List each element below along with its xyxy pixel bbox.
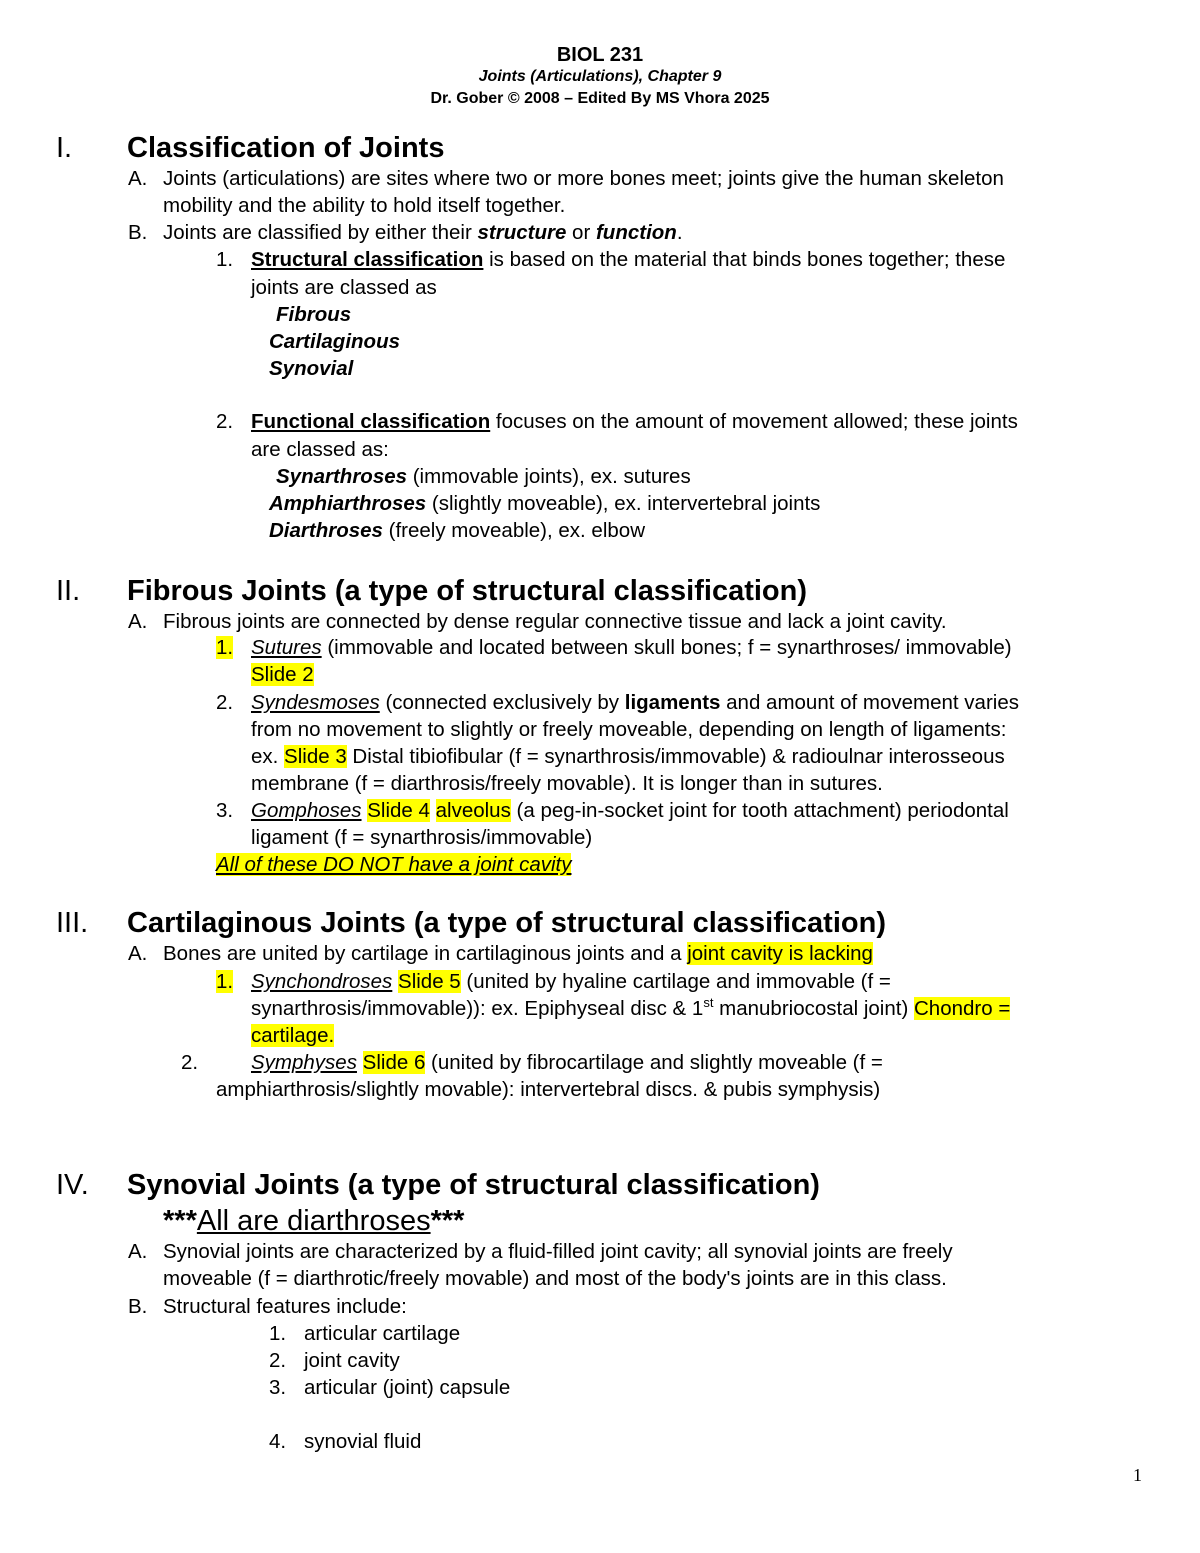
section-4-title: Synovial Joints (a type of structural classification) [127, 1169, 820, 1201]
s1-n2-line1: Functional classification focuses on the amount of movement allowed; these joints [251, 410, 1018, 433]
term-amphiarthroses: Amphiarthroses (slightly moveable), ex. intervertebral joints [269, 492, 821, 515]
s2-a-label: A. [128, 610, 148, 633]
s3-n2-line1: Symphyses Slide 6 (united by fibrocartilage and slightly moveable (f = [251, 1051, 883, 1074]
feature-3-text: articular (joint) capsule [304, 1376, 511, 1399]
term-synovial: Synovial [269, 357, 354, 380]
s3-a-label: A. [128, 942, 148, 965]
feature-4-number: 4. [269, 1430, 287, 1453]
s2-n2-line4: membrane (f = diarthrosis/freely movable). It is longer than in sutures. [251, 772, 883, 795]
page-number: 1 [1133, 1465, 1142, 1485]
feature-3-number: 3. [269, 1376, 287, 1399]
s4-b-line: Structural features include: [163, 1295, 407, 1318]
s2-note: All of these DO NOT have a joint cavity [216, 853, 572, 876]
s1-n1-line2: joints are classed as [251, 276, 437, 299]
s2-n1-slide: Slide 2 [251, 663, 314, 686]
term-synarthroses: Synarthroses (immovable joints), ex. sutures [276, 465, 691, 488]
s3-n2-line2: amphiarthrosis/slightly movable): intervertebral discs. & pubis symphysis) [216, 1078, 881, 1101]
s2-n2-label: 2. [216, 691, 234, 714]
feature-2-number: 2. [269, 1349, 287, 1372]
s1-a-line2: mobility and the ability to hold itself together. [163, 194, 566, 217]
section-2-title: Fibrous Joints (a type of structural classification) [127, 575, 808, 607]
s3-n1-line1: Synchondroses Slide 5 (united by hyaline cartilage and immovable (f = [251, 970, 891, 993]
s4-b-label: B. [128, 1295, 148, 1318]
section-1-number: I. [56, 132, 73, 164]
s2-n1-line1: Sutures (immovable and located between skull bones; f = synarthroses/ immovable) [251, 636, 1012, 659]
s3-a-line: Bones are united by cartilage in cartilaginous joints and a joint cavity is lacking [163, 942, 873, 965]
s4-a-label: A. [128, 1240, 148, 1263]
s3-n1-line2: synarthrosis/immovable)): ex. Epiphyseal disc & 1st manubriocostal joint) Chondro = [251, 995, 1011, 1020]
s2-n2-line3: ex. Slide 3 Distal tibiofibular (f = synarthrosis/immovable) & radioulnar interosseous [251, 745, 1005, 768]
feature-2-text: joint cavity [304, 1349, 400, 1372]
term-cartilaginous: Cartilaginous [269, 330, 400, 353]
diarthroses-note: ***All are diarthroses*** [163, 1205, 465, 1237]
s2-n2-line2: from no movement to slightly or freely moveable, depending on length of ligaments: [251, 718, 1007, 741]
feature-1-text: articular cartilage [304, 1322, 461, 1345]
s1-b-label: B. [128, 221, 148, 244]
s2-n3-label: 3. [216, 799, 234, 822]
s4-a-line1: Synovial joints are characterized by a fluid-filled joint cavity; all synovial joints are freely [163, 1240, 953, 1263]
section-3-number: III. [56, 907, 89, 939]
s4-a-line2: moveable (f = diarthrotic/freely movable) and most of the body's joints are in this class. [163, 1267, 947, 1290]
section-1-title: Classification of Joints [127, 132, 445, 164]
s3-n1-label: 1. [216, 970, 234, 993]
s3-n1-line3: cartilage. [251, 1024, 335, 1047]
course-code: BIOL 231 [556, 44, 644, 66]
document-author: Dr. Gober © 2008 – Edited By MS Vhora 2025 [430, 90, 770, 107]
s3-n2-label: 2. [181, 1051, 199, 1074]
s1-n2-line2: are classed as: [251, 438, 389, 461]
term-diarthroses: Diarthroses (freely moveable), ex. elbow [269, 519, 645, 542]
s1-a-label: A. [128, 167, 148, 190]
section-2-number: II. [56, 575, 81, 607]
s1-b-line: Joints are classified by either their structure or function. [163, 221, 683, 244]
s1-n2-label: 2. [216, 410, 234, 433]
term-fibrous: Fibrous [276, 303, 352, 326]
section-3-title: Cartilaginous Joints (a type of structural classification) [127, 907, 886, 939]
s2-n3-line1: Gomphoses Slide 4 alveolus (a peg-in-socket joint for tooth attachment) periodontal [251, 799, 1009, 822]
feature-1-number: 1. [269, 1322, 287, 1345]
s2-n2-line1: Syndesmoses (connected exclusively by ligaments and amount of movement varies [251, 691, 1019, 714]
s1-n1-label: 1. [216, 248, 234, 271]
s2-n1-label: 1. [216, 636, 234, 659]
s1-n1-line1: Structural classification is based on the material that binds bones together; these [251, 248, 1006, 271]
s1-a-line1: Joints (articulations) are sites where two or more bones meet; joints give the human skeleton [163, 167, 1004, 190]
s2-n3-line2: ligament (f = synarthrosis/immovable) [251, 826, 593, 849]
s2-a-line: Fibrous joints are connected by dense regular connective tissue and lack a joint cavity. [163, 610, 947, 633]
feature-4-text: synovial fluid [304, 1430, 422, 1453]
section-4-number: IV. [56, 1169, 89, 1201]
document-subtitle: Joints (Articulations), Chapter 9 [478, 68, 722, 85]
